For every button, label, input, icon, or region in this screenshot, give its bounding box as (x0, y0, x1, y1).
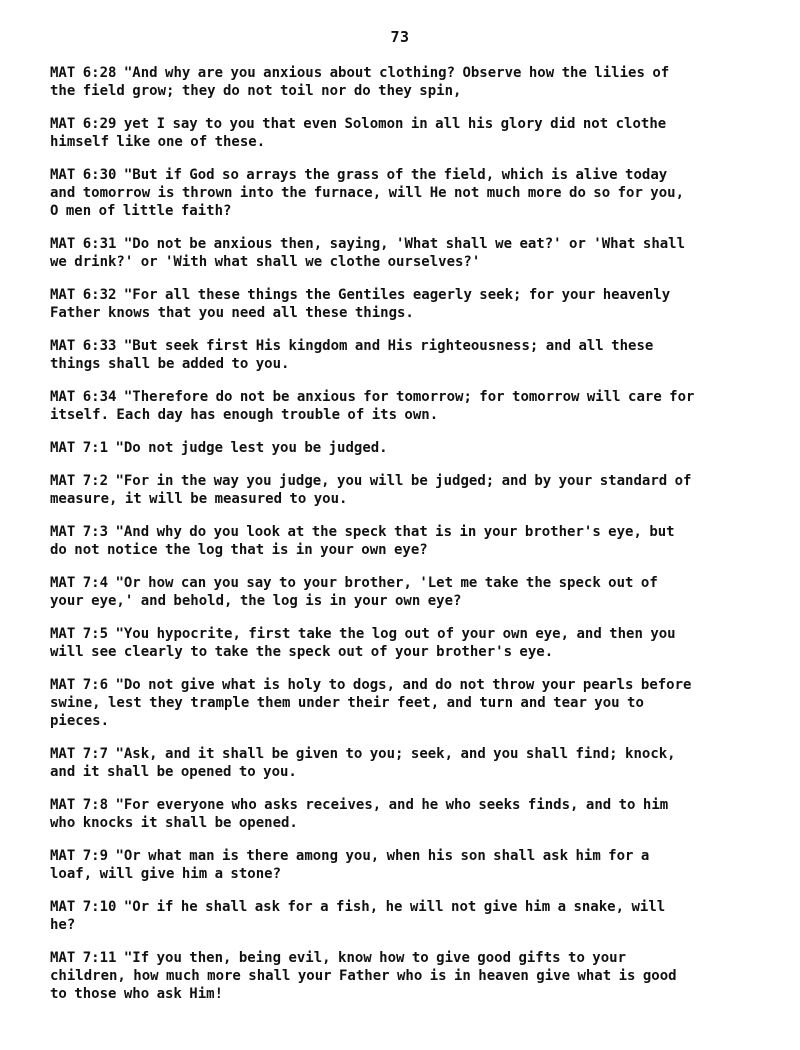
page-number: 73 (390, 28, 410, 46)
verse (50, 337, 750, 373)
verse-reference: MAT 7:6 (50, 677, 109, 693)
verse (50, 523, 750, 559)
verse (50, 574, 750, 610)
verse-text: "Do not be anxious then, saying, 'What shall we eat?' or 'What shall we drink?' or 'With what shall we clothe ourselves?' (50, 236, 686, 270)
verse-text: "For all these things the Gentiles eagerly seek; for your heavenly Father knows that you need all these things. (50, 287, 671, 321)
verse-text: "But seek first His kingdom and His righteousness; and all these things shall be added to you. (50, 338, 654, 372)
verse-text: "For in the way you judge, you will be judged; and by your standard of measure, it will be measured to you. (50, 473, 692, 507)
verse-reference: MAT 7:3 (50, 524, 109, 540)
verse (50, 625, 750, 661)
verse-text: "Do not give what is holy to dogs, and do not throw your pearls before swine, lest they trample them under their feet, and turn and tear you to pieces. (50, 677, 692, 729)
verse-text: "Therefore do not be anxious for tomorrow; for tomorrow will care for itself. Each day has enough trouble of its own. (50, 389, 695, 423)
verse-reference: MAT 7:2 (50, 473, 109, 489)
verse (50, 235, 750, 271)
verse-reference: MAT 6:29 (50, 116, 117, 132)
verse (50, 115, 750, 151)
verse (50, 388, 750, 424)
verse (50, 676, 750, 730)
verse-text: "But if God so arrays the grass of the field, which is alive today and tomorrow is thrown into the furnace, will He not much more do so for you, O men of little faith? (50, 167, 685, 219)
verse-text: "Or how can you say to your brother, 'Let me take the speck out of your eye,' and behold, the log is in your own eye? (50, 575, 658, 609)
verse-reference: MAT 6:32 (50, 287, 117, 303)
verse-reference: MAT 7:5 (50, 626, 109, 642)
verse-reference: MAT 7:1 (50, 440, 109, 456)
verse-reference: MAT 7:8 (50, 797, 109, 813)
verse (50, 949, 750, 1003)
verse-text: "Ask, and it shall be given to you; seek, and you shall find; knock, and it shall be opened to you. (50, 746, 676, 780)
verse-list (50, 64, 750, 1018)
verse-reference: MAT 6:34 (50, 389, 117, 405)
verse (50, 796, 750, 832)
verse-text: "And why do you look at the speck that is in your brother's eye, but do not notice the log that is in your own eye? (50, 524, 675, 558)
verse-reference: MAT 7:9 (50, 848, 109, 864)
verse-reference: MAT 6:33 (50, 338, 117, 354)
verse-reference: MAT 7:4 (50, 575, 109, 591)
verse-reference: MAT 6:30 (50, 167, 117, 183)
verse-reference: MAT 7:7 (50, 746, 109, 762)
verse (50, 286, 750, 322)
verse-reference: MAT 6:28 (50, 65, 117, 81)
verse-text: yet I say to you that even Solomon in all his glory did not clothe himself like one of these. (50, 116, 667, 150)
verse (50, 847, 750, 883)
verse-text: "You hypocrite, first take the log out of your own eye, and then you will see clearly to take the speck out of your brother's eye. (50, 626, 676, 660)
verse (50, 166, 750, 220)
verse-text: "And why are you anxious about clothing? Observe how the lilies of the field grow; they do not toil nor do they spin, (50, 65, 670, 99)
verse-reference: MAT 7:11 (50, 950, 117, 966)
verse (50, 439, 750, 457)
verse (50, 472, 750, 508)
verse-text: "Do not judge lest you be judged. (115, 440, 388, 456)
verse (50, 64, 750, 100)
verse-reference: MAT 6:31 (50, 236, 117, 252)
verse-text: "Or what man is there among you, when his son shall ask him for a loaf, will give him a stone? (50, 848, 650, 882)
verse-text: "Or if he shall ask for a fish, he will not give him a snake, will he? (50, 899, 666, 933)
verse (50, 898, 750, 934)
verse-reference: MAT 7:10 (50, 899, 117, 915)
verse-text: "If you then, being evil, know how to give good gifts to your children, how much more shall your Father who is in heaven give what is good to those who ask Him! (50, 950, 677, 1002)
verse (50, 745, 750, 781)
verse-text: "For everyone who asks receives, and he who seeks finds, and to him who knocks it shall be opened. (50, 797, 669, 831)
